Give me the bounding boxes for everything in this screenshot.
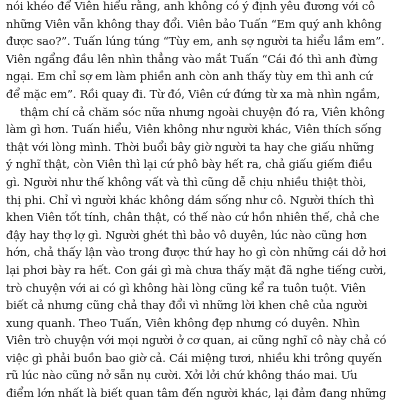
body-text <box>6 0 400 400</box>
text-line: để mặc em”. Rồi quay đi. Từ đó, Viên cứ đứng từ xa mà nhìn ngắm, <box>6 87 381 101</box>
text-line: thậm chí cả chăm sóc nữa nhưng ngoài chuyện đó ra, Viên không <box>20 105 385 119</box>
text-line: lại phơi bày ra hết. Con gái gì mà chưa thấy mặt đã nghe tiếng cười, <box>6 263 387 277</box>
text-line: được sao?”. Tuấn lúng túng “Tùy em, anh sợ người ta hiểu lầm em”. <box>6 35 385 49</box>
text-line: Viên trò chuyện với mọi người ở cơ quan, ai cũng nghĩ cô này chả có <box>6 334 387 348</box>
text-line: điểm lớn nhất là biết quan tâm đến người khác, lại đảm đang những <box>6 387 387 400</box>
text-line: rũ lúc nào cũng nở sẵn nụ cười. Xởi lởi chứ không tháo mai. Ưu <box>6 369 358 383</box>
text-line: làm gì hơn. Tuấn hiểu, Viên không như người khác, Viên thích sống <box>6 123 382 137</box>
text-line: gì. Người như thế không vất và thì cũng dễ chịu nhiều thiệt thòi, <box>6 175 367 189</box>
text-line: ngại. Em chỉ sợ em làm phiền anh còn anh thấy tùy em thì anh cứ <box>6 70 373 84</box>
text-line: hớn, chả thấy lận vào trong được thứ hay ho gì còn những cái dở hơi <box>6 246 387 260</box>
text-line: những Viên vẫn không thay đổi. Viên bảo Tuấn “Em quý anh không <box>6 17 382 31</box>
text-line: biết cả nhưng cũng chả thay đổi vì những lời khen chê của người <box>6 299 368 313</box>
text-line: trò chuyện với ai có gì không hài lòng cũng kể ra tuôn tuột. Viên <box>6 281 366 295</box>
text-line: xung quanh. Theo Tuấn, Viên không đẹp nhưng có duyên. Nhìn <box>6 316 360 330</box>
text-line: Viên ngẩng đầu lên nhìn thẳng vào mắt Tuấn “Cái đó thì anh đừng <box>6 52 378 66</box>
text-line: khen Viên tốt tính, chân thật, có thế nào cứ hồn nhiên thế, chả che <box>6 211 380 225</box>
text-line: thật với lòng mình. Thời buổi bây giờ người ta hay che giấu những <box>6 140 374 154</box>
text-line: ý nghĩ thật, còn Viên thì lại cứ phô bày hết ra, chả giấu giếm điều <box>6 158 373 172</box>
text-line: nói khéo để Viên hiểu rằng, anh không có ý định yêu đương với cô <box>6 0 375 13</box>
text-line: đậy hay thợ lợ gì. Người ghét thì bảo vô duyên, lúc nào cũng hơn <box>6 228 367 242</box>
text-line: việc gì phải buồn bao giờ cả. Cái miệng tươi, nhiều khi trông quyến <box>6 351 382 365</box>
text-line: thị phi. Chỉ vì người khác không dám sống như cô. Người thích thì <box>6 193 374 207</box>
